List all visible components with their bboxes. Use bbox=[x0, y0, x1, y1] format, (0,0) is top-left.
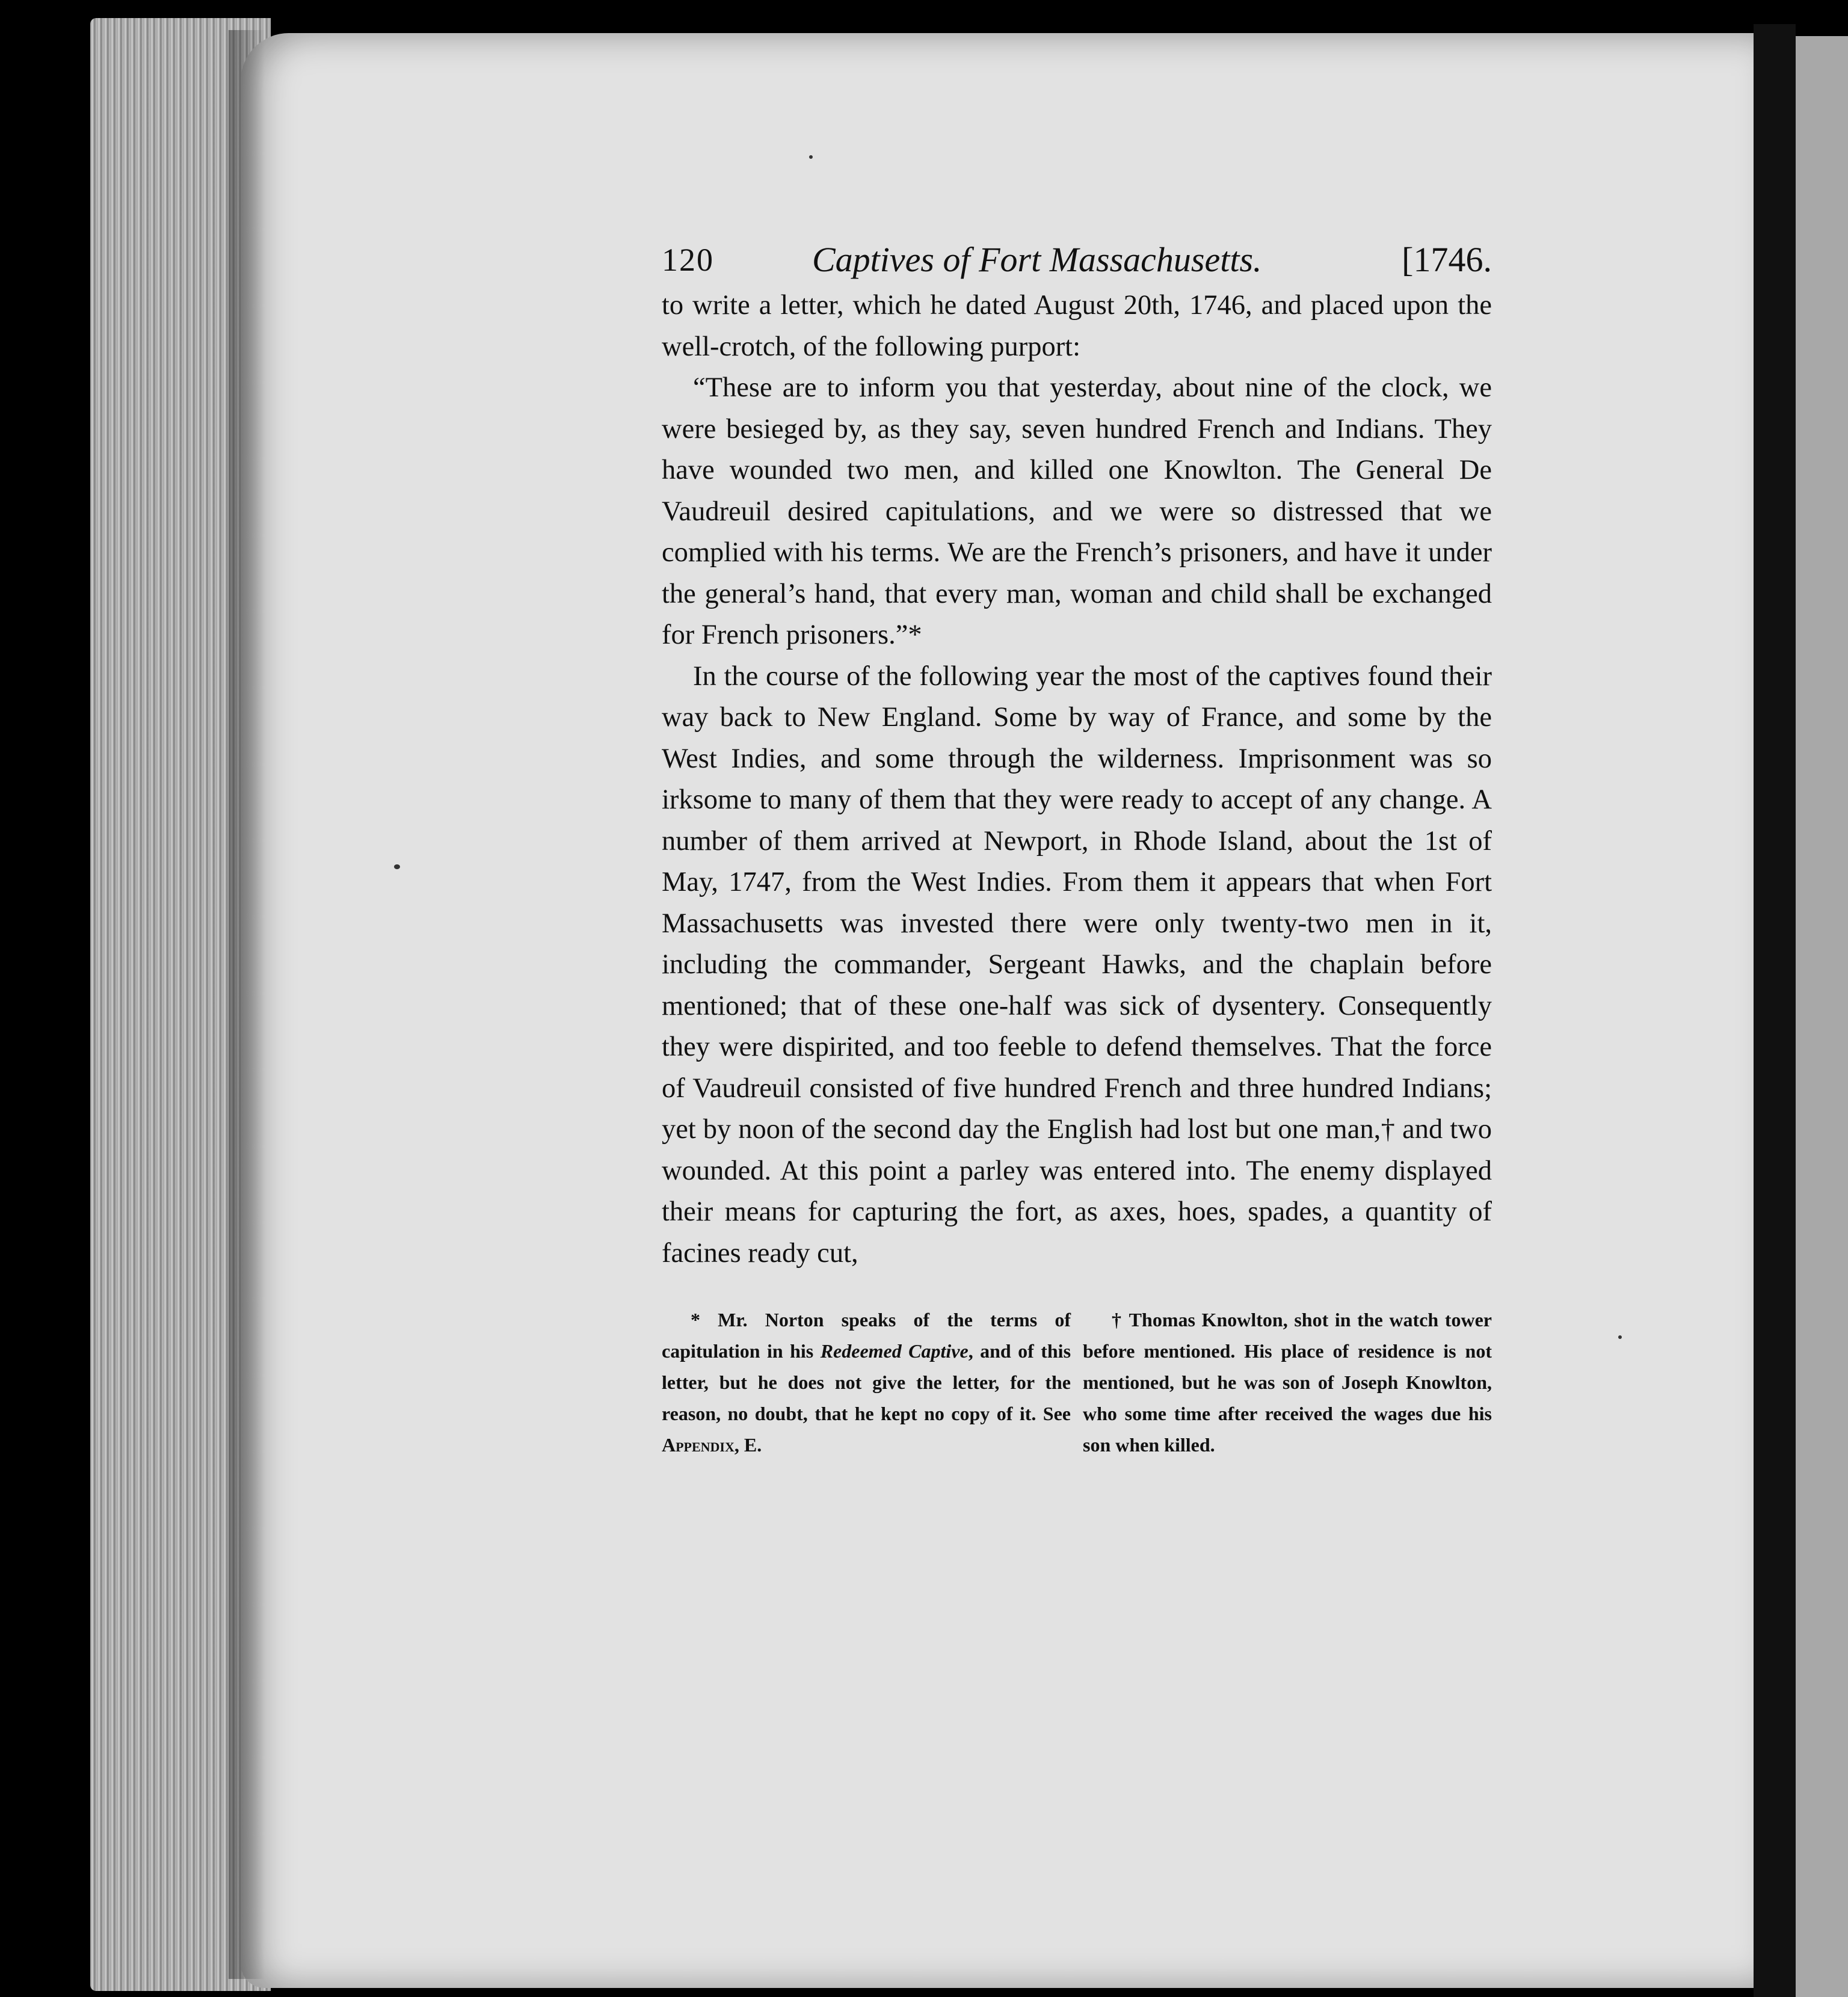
footnotes bbox=[662, 1304, 1492, 1460]
footnote-norton-text-cont: , and of this letter, but he does not give the letter, for the reason, no doubt, that he kept no copy of it. See bbox=[662, 1340, 1071, 1424]
paragraph-captives-return: In the course of the following year the most of the captives found their way back to New England. Some by way of France, and some by the West Indies, and some through the wilderness. Imprisonment was so irksome to many of them that they were ready to accept of any change. A number of them arrived at Newport, in Rhode Island, about the 1st of May, 1747, from the West Indies. From them it appears that when Fort Massachusetts was invested there were only twenty-two men in it, including the commander, Sergeant Hawks, and the chaplain before mentioned; that of these one-half was sick of dysentery. Consequently they were dispirited, and too feeble to defend themselves. That the force of Vaudreuil consisted of five hundred French and three hundred Indians; yet by noon of the second day the English had lost but one man,† and two wounded. At this point a parley was entered into. The enemy displayed their means for capturing the fort, as axes, hoes, spades, a quantity of facines ready cut, bbox=[662, 660, 1492, 1269]
running-head-title: Captives of Fort Massachusetts. bbox=[812, 240, 1262, 279]
book-gutter bbox=[1754, 24, 1796, 1997]
page-text-block bbox=[662, 235, 1492, 1460]
dust-speck bbox=[394, 864, 400, 869]
footnote-appendix-letter: , E. bbox=[734, 1434, 762, 1456]
dust-speck bbox=[809, 155, 813, 159]
footnote-appendix-reference: Appendix bbox=[662, 1434, 735, 1456]
footnote-norton-book-title: Redeemed Captive bbox=[820, 1340, 969, 1362]
dust-speck bbox=[1618, 1335, 1622, 1339]
footnote-norton-text: * Mr. Norton speaks of the terms of capitulation in his bbox=[662, 1309, 1071, 1362]
page-curl-shadow bbox=[229, 30, 265, 1979]
opposite-page-edge bbox=[1796, 36, 1848, 1997]
paragraph-letter-quote: “These are to inform you that yesterday, about nine of the clock, we were besieged by, as they say, seven hundred French and Indians. They have wounded two men, and killed one Knowlton. The General De Vaudreuil desired capitulations, and we were so distressed that we complied with his terms. We are the French’s prisoners, and have it under the general’s hand, that every man, woman and child shall be exchanged for French prisoners.”* bbox=[662, 372, 1492, 650]
footnote-norton bbox=[662, 1304, 1071, 1460]
paragraph-continued: to write a letter, which he dated August 20th, 1746, and placed upon the well-crotch, of the following purport: bbox=[662, 290, 1492, 362]
running-head-year: [1746. bbox=[1402, 240, 1492, 279]
running-head bbox=[662, 235, 1492, 285]
page-number: 120 bbox=[662, 242, 714, 278]
footnote-knowlton: † Thomas Knowlton, shot in the watch tower before mentioned. His place of residence is not mentioned, but he was son of Joseph Knowlton, who some time after received the wages due his son when killed. bbox=[1083, 1309, 1492, 1456]
